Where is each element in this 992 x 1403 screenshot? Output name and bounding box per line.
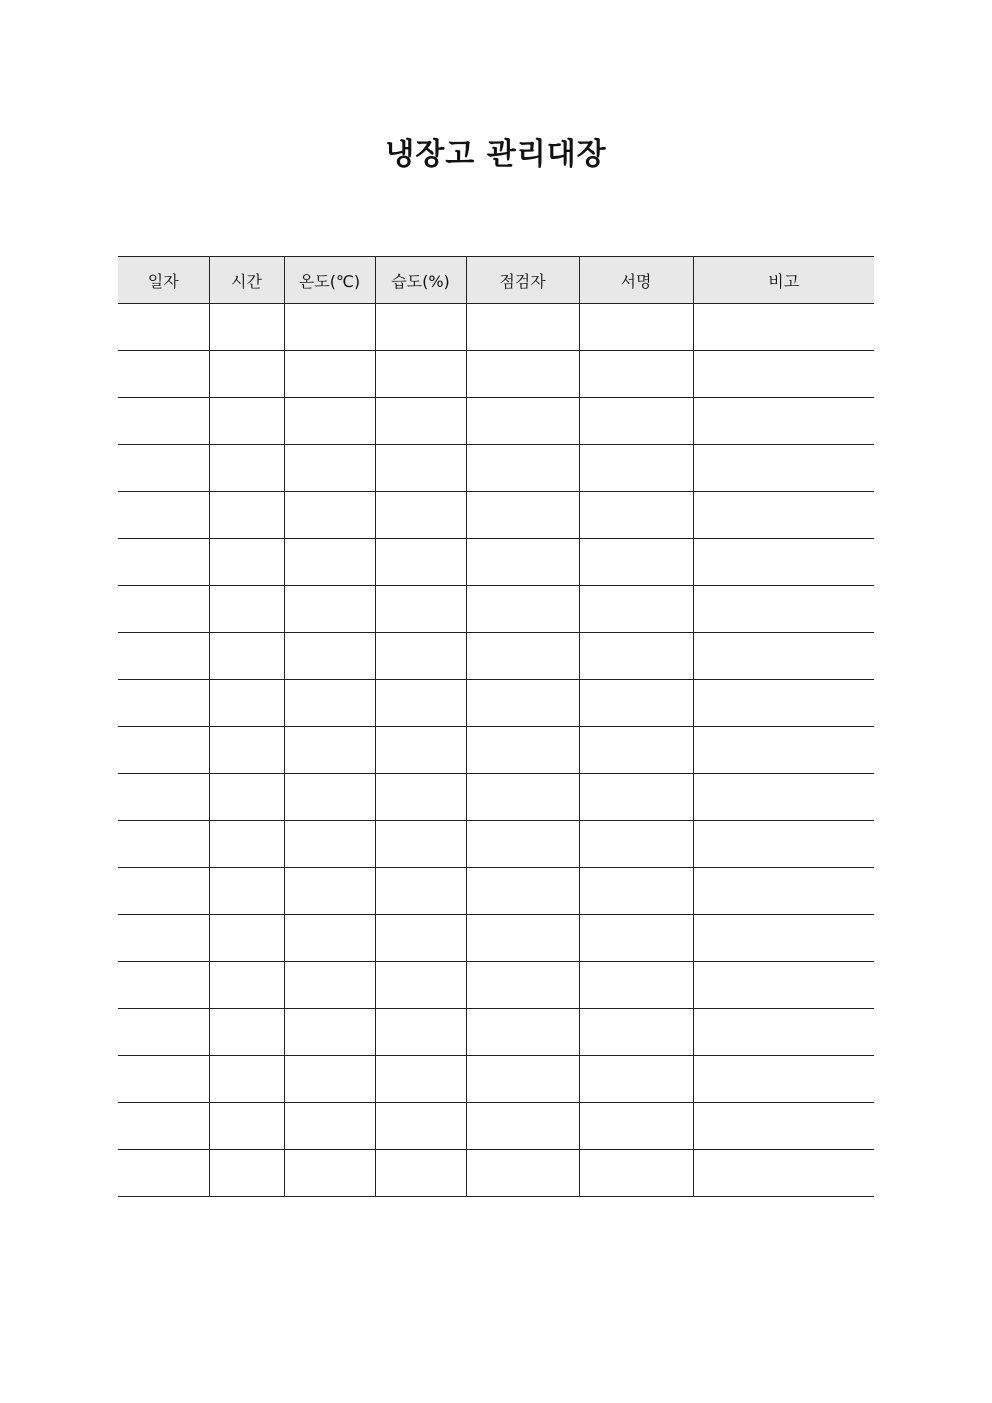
cell-time[interactable] bbox=[209, 868, 284, 915]
cell-humidity[interactable] bbox=[375, 492, 466, 539]
cell-signature[interactable] bbox=[579, 1150, 693, 1197]
cell-temperature[interactable] bbox=[284, 398, 375, 445]
cell-remarks[interactable] bbox=[693, 351, 874, 398]
cell-time[interactable] bbox=[209, 1103, 284, 1150]
cell-date[interactable] bbox=[118, 1103, 209, 1150]
cell-inspector[interactable] bbox=[466, 680, 579, 727]
column-header-temperature: 온도(℃) bbox=[284, 257, 375, 304]
column-header-signature: 서명 bbox=[579, 257, 693, 304]
table-row bbox=[118, 539, 874, 586]
cell-remarks[interactable] bbox=[693, 445, 874, 492]
cell-temperature[interactable] bbox=[284, 727, 375, 774]
cell-temperature[interactable] bbox=[284, 868, 375, 915]
table-row bbox=[118, 633, 874, 680]
cell-temperature[interactable] bbox=[284, 539, 375, 586]
cell-humidity[interactable] bbox=[375, 962, 466, 1009]
cell-humidity[interactable] bbox=[375, 727, 466, 774]
cell-time[interactable] bbox=[209, 1009, 284, 1056]
table-row bbox=[118, 398, 874, 445]
cell-temperature[interactable] bbox=[284, 821, 375, 868]
table-row bbox=[118, 445, 874, 492]
cell-temperature[interactable] bbox=[284, 351, 375, 398]
cell-remarks[interactable] bbox=[693, 398, 874, 445]
cell-date[interactable] bbox=[118, 962, 209, 1009]
cell-time[interactable] bbox=[209, 539, 284, 586]
cell-humidity[interactable] bbox=[375, 915, 466, 962]
cell-temperature[interactable] bbox=[284, 445, 375, 492]
cell-date[interactable] bbox=[118, 1009, 209, 1056]
cell-remarks[interactable] bbox=[693, 680, 874, 727]
cell-signature[interactable] bbox=[579, 492, 693, 539]
cell-date[interactable] bbox=[118, 1056, 209, 1103]
cell-temperature[interactable] bbox=[284, 1009, 375, 1056]
cell-time[interactable] bbox=[209, 586, 284, 633]
cell-remarks[interactable] bbox=[693, 1150, 874, 1197]
table-row bbox=[118, 680, 874, 727]
cell-remarks[interactable] bbox=[693, 1056, 874, 1103]
cell-humidity[interactable] bbox=[375, 586, 466, 633]
cell-humidity[interactable] bbox=[375, 351, 466, 398]
cell-remarks[interactable] bbox=[693, 304, 874, 351]
cell-remarks[interactable] bbox=[693, 915, 874, 962]
cell-humidity[interactable] bbox=[375, 633, 466, 680]
cell-time[interactable] bbox=[209, 727, 284, 774]
cell-signature[interactable] bbox=[579, 1103, 693, 1150]
cell-humidity[interactable] bbox=[375, 774, 466, 821]
cell-remarks[interactable] bbox=[693, 727, 874, 774]
cell-inspector[interactable] bbox=[466, 1150, 579, 1197]
cell-humidity[interactable] bbox=[375, 1150, 466, 1197]
cell-signature[interactable] bbox=[579, 304, 693, 351]
cell-humidity[interactable] bbox=[375, 1056, 466, 1103]
cell-time[interactable] bbox=[209, 1150, 284, 1197]
cell-temperature[interactable] bbox=[284, 1056, 375, 1103]
cell-inspector[interactable] bbox=[466, 868, 579, 915]
cell-date[interactable] bbox=[118, 1150, 209, 1197]
cell-temperature[interactable] bbox=[284, 915, 375, 962]
cell-temperature[interactable] bbox=[284, 962, 375, 1009]
table-row bbox=[118, 868, 874, 915]
cell-temperature[interactable] bbox=[284, 304, 375, 351]
cell-inspector[interactable] bbox=[466, 351, 579, 398]
cell-inspector[interactable] bbox=[466, 1103, 579, 1150]
cell-inspector[interactable] bbox=[466, 962, 579, 1009]
cell-remarks[interactable] bbox=[693, 821, 874, 868]
cell-signature[interactable] bbox=[579, 351, 693, 398]
cell-humidity[interactable] bbox=[375, 680, 466, 727]
ledger-body bbox=[118, 304, 874, 1197]
cell-humidity[interactable] bbox=[375, 304, 466, 351]
cell-signature[interactable] bbox=[579, 727, 693, 774]
cell-inspector[interactable] bbox=[466, 915, 579, 962]
page-title: 냉장고 관리대장 bbox=[385, 137, 607, 172]
cell-remarks[interactable] bbox=[693, 962, 874, 1009]
cell-time[interactable] bbox=[209, 821, 284, 868]
cell-inspector[interactable] bbox=[466, 633, 579, 680]
cell-date[interactable] bbox=[118, 868, 209, 915]
ledger-table bbox=[118, 256, 874, 1197]
cell-date[interactable] bbox=[118, 821, 209, 868]
cell-remarks[interactable] bbox=[693, 539, 874, 586]
cell-remarks[interactable] bbox=[693, 586, 874, 633]
cell-signature[interactable] bbox=[579, 445, 693, 492]
cell-time[interactable] bbox=[209, 445, 284, 492]
cell-date[interactable] bbox=[118, 915, 209, 962]
cell-time[interactable] bbox=[209, 1056, 284, 1103]
cell-signature[interactable] bbox=[579, 962, 693, 1009]
cell-date[interactable] bbox=[118, 304, 209, 351]
column-header-date: 일자 bbox=[118, 257, 209, 304]
cell-signature[interactable] bbox=[579, 821, 693, 868]
cell-signature[interactable] bbox=[579, 915, 693, 962]
cell-temperature[interactable] bbox=[284, 492, 375, 539]
table-row bbox=[118, 915, 874, 962]
cell-inspector[interactable] bbox=[466, 492, 579, 539]
cell-signature[interactable] bbox=[579, 774, 693, 821]
cell-remarks[interactable] bbox=[693, 868, 874, 915]
cell-temperature[interactable] bbox=[284, 774, 375, 821]
table-row bbox=[118, 774, 874, 821]
table-row bbox=[118, 962, 874, 1009]
cell-time[interactable] bbox=[209, 915, 284, 962]
cell-date[interactable] bbox=[118, 727, 209, 774]
cell-inspector[interactable] bbox=[466, 727, 579, 774]
cell-temperature[interactable] bbox=[284, 1150, 375, 1197]
cell-inspector[interactable] bbox=[466, 774, 579, 821]
column-header-humidity: 습도(%) bbox=[375, 257, 466, 304]
cell-signature[interactable] bbox=[579, 868, 693, 915]
cell-time[interactable] bbox=[209, 351, 284, 398]
table-row bbox=[118, 351, 874, 398]
table-row bbox=[118, 727, 874, 774]
table-row bbox=[118, 586, 874, 633]
cell-date[interactable] bbox=[118, 492, 209, 539]
cell-signature[interactable] bbox=[579, 633, 693, 680]
column-header-remarks: 비고 bbox=[693, 257, 874, 304]
cell-humidity[interactable] bbox=[375, 539, 466, 586]
cell-date[interactable] bbox=[118, 680, 209, 727]
header-row bbox=[118, 257, 874, 304]
cell-time[interactable] bbox=[209, 774, 284, 821]
cell-signature[interactable] bbox=[579, 680, 693, 727]
cell-humidity[interactable] bbox=[375, 1009, 466, 1056]
cell-inspector[interactable] bbox=[466, 1056, 579, 1103]
cell-date[interactable] bbox=[118, 774, 209, 821]
table-row bbox=[118, 1103, 874, 1150]
table-row bbox=[118, 821, 874, 868]
cell-date[interactable] bbox=[118, 633, 209, 680]
cell-date[interactable] bbox=[118, 445, 209, 492]
cell-signature[interactable] bbox=[579, 398, 693, 445]
cell-temperature[interactable] bbox=[284, 680, 375, 727]
cell-time[interactable] bbox=[209, 492, 284, 539]
cell-temperature[interactable] bbox=[284, 633, 375, 680]
cell-inspector[interactable] bbox=[466, 398, 579, 445]
cell-date[interactable] bbox=[118, 539, 209, 586]
column-header-time: 시간 bbox=[209, 257, 284, 304]
cell-signature[interactable] bbox=[579, 586, 693, 633]
cell-temperature[interactable] bbox=[284, 586, 375, 633]
cell-humidity[interactable] bbox=[375, 445, 466, 492]
cell-humidity[interactable] bbox=[375, 821, 466, 868]
cell-time[interactable] bbox=[209, 962, 284, 1009]
table-row bbox=[118, 1009, 874, 1056]
cell-date[interactable] bbox=[118, 398, 209, 445]
cell-remarks[interactable] bbox=[693, 633, 874, 680]
cell-signature[interactable] bbox=[579, 1056, 693, 1103]
cell-date[interactable] bbox=[118, 586, 209, 633]
cell-signature[interactable] bbox=[579, 1009, 693, 1056]
cell-inspector[interactable] bbox=[466, 1009, 579, 1056]
cell-temperature[interactable] bbox=[284, 1103, 375, 1150]
cell-humidity[interactable] bbox=[375, 1103, 466, 1150]
cell-inspector[interactable] bbox=[466, 445, 579, 492]
table-row bbox=[118, 1056, 874, 1103]
cell-date[interactable] bbox=[118, 351, 209, 398]
cell-inspector[interactable] bbox=[466, 586, 579, 633]
cell-inspector[interactable] bbox=[466, 539, 579, 586]
table-row bbox=[118, 304, 874, 351]
cell-humidity[interactable] bbox=[375, 398, 466, 445]
table-row bbox=[118, 1150, 874, 1197]
column-header-inspector: 점검자 bbox=[466, 257, 579, 304]
cell-inspector[interactable] bbox=[466, 304, 579, 351]
cell-inspector[interactable] bbox=[466, 821, 579, 868]
cell-remarks[interactable] bbox=[693, 1103, 874, 1150]
cell-remarks[interactable] bbox=[693, 774, 874, 821]
cell-time[interactable] bbox=[209, 633, 284, 680]
table-row bbox=[118, 492, 874, 539]
cell-time[interactable] bbox=[209, 398, 284, 445]
cell-time[interactable] bbox=[209, 680, 284, 727]
cell-humidity[interactable] bbox=[375, 868, 466, 915]
cell-time[interactable] bbox=[209, 304, 284, 351]
cell-remarks[interactable] bbox=[693, 492, 874, 539]
cell-signature[interactable] bbox=[579, 539, 693, 586]
cell-remarks[interactable] bbox=[693, 1009, 874, 1056]
